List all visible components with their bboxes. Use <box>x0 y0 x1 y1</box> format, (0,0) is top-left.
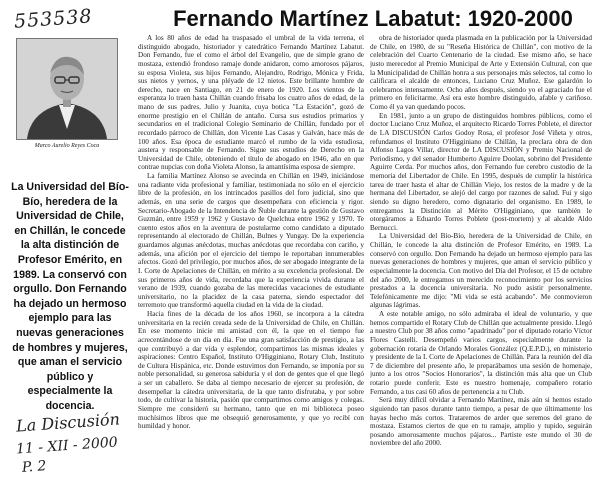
paragraph: La Universidad del Bío-Bío, heredera de la Universidad de Chile, en Chillán, le concede la alta distinción de Profesor Emérito, en 1989. La conservó con orgullo. Don Fernando ha dejado un hermoso ejemplo para las nuevas generaciones de hombres y mujeres, que aman el servicio público y especialmente la docencia. Con motivo del Día del Profesor, el 15 de octubre del año 2000, le entregamos un merecido reconocimiento por los servicios prestados a la docencia universitaria. No pudo asistir personalmente. Telefónicamente me dijo: "Mi vida se está acabando". Me conmovieron algunas lágrimas. <box>370 232 592 310</box>
portrait-photo <box>16 38 118 140</box>
paragraph: En 1981, junto a un grupo de distinguidos hombres públicos, como el doctor Luciano Cruz Muñoz, el arquitecto Ricardo Torres Poblete, el director de LA DISCUSIÓN Carlos Godoy Rosa, el profesor José Viñeta y otros, refundamos el Instituto O'Higginiano de Chillán, la preclara obra de don Alfonso Lagos Villar, director de LA DISCUSIÓN y Premio Nacional de Periodismo, y del senador Humberto Aguirre Doolan, sobrino del Presidente Aguirre Cerda. Por muchos años, don Fernando fue cerebro custodio de la memoria del Libertador de Chile. En 1995, después de cumplir la histórica tarea de traer hasta el altar de Chillán Viejo, los restos de la madre y de la hermana del Libertador, se alejó del cargo por razones de salud. Fui y sigo siendo su digno heredero, como dignatario del organismo. En 1989, le entregamos la Distinción al Mérito O'Higginiano, que también le otorgáramos a Eduardo Torres Poblete (post-mortem) y al alcalde Aldo Bernucci. <box>370 111 592 232</box>
article-title: Fernando Martínez Labatut: 1920-2000 <box>173 6 573 31</box>
paragraph: obra de historiador queda plasmada en la publicación por la Universidad de Chile, en 1980, de su "Reseña Histórica de Chillán", con motivo de la celebración del Cuarto Centenario de la ciudad. Ese mismo año, se hace justo merecedor al Premio Municipal de Arte y Extensión Cultural, con que la Municipalidad de Chillán honra a sus personajes más selectos, tal como lo calificara el alcalde de entonces, Luciano Cruz Muñoz. Ese galardón lo celebramos intensamente. Ocho años después, siendo yo el agraciado fue el primero en felicitarme. Así era este hombre distinguido, afable y cariñoso. Como él ya van quedando pocos. <box>370 34 592 111</box>
handwritten-reference-number: 553538 <box>13 5 94 33</box>
handwritten-source: La Discusión <box>15 409 121 436</box>
paragraph: A este notable amigo, no sólo admiraba el ideal de voluntario, y que hemos compartido el Rotary Club de Chillán que actualmente presido. Llegó a nuestro Club por 38 años como "apadrinado" por el diputado rotario Víctor Flores Castelli. Desempeñó varios cargos, especialmente durante la gobernación rotaria de Orlando Morales González (Q.E.P.D.), en ministerio y presidente de la I. Corte de Apelaciones de Chillán. Para la reunión del día 7 de diciembre del presente año, le preparábamos una sesión de homenaje, junto a los otros "Socios Honorarios", la distinción más alta que un Club rotario puede conferir. Este es nuestro homenaje, compañero rotario Fernando, a tus casi 60 años de pertenencia a tu Club. <box>370 310 592 396</box>
paragraph: Será muy difícil olvidar a Fernando Martínez, más aún si hemos estado siguiendo tan pasos durante tanto tiempo, a pesar de que últimamente los hayas hecho más cortos. Trataremos de arder que seremos del grano de mostaza. Estamos ciertos de que en tu ramaje, amplio y tupido, seguirán posando amorosamente muchos pájaros... Partiste este mundo el 30 de noviembre del año 2000. <box>370 396 592 448</box>
handwritten-date: 11 - XII - 2000 <box>15 434 119 458</box>
handwritten-page: P. 2 <box>21 458 47 476</box>
pull-quote: La Universidad del Bío-Bío, heredera de la Universidad de Chile, en Chillán, le concede la alta distinción de Profesor Emérito, en 1989. La conservó con orgullo. Don Fernando ha dejado un hermoso ejemplo para las nuevas generaciones de hombres y mujeres, que aman el servicio público y especialmente la docencia. <box>11 181 129 412</box>
article-column-2 <box>370 34 592 478</box>
paragraph: Hacia fines de la década de los años 1960, se incorpora a la cátedra universitaria en la recién creada sede de la Universidad de Chile, en Chillán. En ese momento inicie mi amistad con él, la que en el tiempo fue acrecentándose de un día en día. Fue una gran satisfacción de prestigio, a las que contribuyó a dar vida y esplendor, compartimos las mismas ideales y aspiraciones: Centro Español, Instituto O'Higginiano, Rotary Club, Instituto de Cultura Hispánica, etc. Donde estuvimos don Fernando, se imponía por su noble personalidad, su generosa sabiduría y el don de gentes que el que llegó a ser un caballero. Se daba al tiempo necesario de ejercer su profesión, de desempeñar la cátedra universitaria, de la que tanto disfrutaba, y por sobre todo, de cultivar la historia, pasión que compartimos como amigos y colegas. Siempre me consideró su hermano, tanto que en mi biblioteca poseo muchísimos libros que me obsequió generosamente, y que yo recibí con humildad y honor. <box>138 310 364 431</box>
paragraph: La familia Martínez Alonso se avecinda en Chillán en 1949, iniciándose una radiante vida profesional y familiar, testimoniada no sólo en el ejercicio libre de la profesión, en los intrincados pasillos del foro judicial, sino que además, en una serie de cargos que desempeñara con eficiencia y rigor. Secretario-Abogado de la Intendencia de Ñuble durante la gestión de Gustavo Guzmán, entre 1959 y 1962 y Gustavo de Quelchua entre 1962 y 1970. Te cuento estos años en la aventura de postularme como candidato a diputado representando al electorado de Chillán, Bulnes y Yungay. De la experiencia guardamos algunas anécdotas, muchas anécdotas que recordaba con cariño, y además, una afición por el ejercicio del tiempo le reportaban innumerables afectos. Gozó del privilegio, por muchos años, de ser abogado integrante de la I. Corte de Apelaciones de Chillán, en mérito a su excelencia profesional. De sus primeros años de vida, recordaba que la experiencia vivida durante el verano de 1939, cuando gozaba de las merecidas vacaciones de estudiante universitario, no la placidez de la casa paterna, siendo espectador del terremoto que transformó aquella ciudad en la vida de la ciudad. <box>138 172 364 310</box>
paragraph: A los 80 años de edad ha traspasado el umbral de la vida terrena, el distinguido abogado, historiador y catedrático Fernando Martínez Labatut. Don Fernando, fue el como el árbol del Evangelio, que de simple grano de mostaza, extendió frondoso ramaje donde anidaron, como amorosos pájaros, su esposa Violeta, sus hijos Fernando, Alejandro, Rodrigo, Mónica y Frida, sus nietos y yernos, y una pléyade de 12 nietos. Este brillante hombre de derecho, nace en Santiago, en 21 de enero de 1920. Los vientos de la esperanza lo traen hasta Chillán cuando frisaba los cuatro años de edad, de la mano de sus padres, Julio y Juanita, cuya botica "La Estación", gozó de enorme prestigio en el Chillán de antaño. Cursa sus estudios primarios y secundarios en el tradicional Colegio Seminario de Chillán, fundado por el recordado párroco de Chillán, don Vicente Las Casas y Galván, hace más de 100 años. Esa época de estudiante marcó el rumbo de la vida estudiosa, austera y responsable de Fernando. Sigue sus estudios de Derecho en la Universidad de Chile, obteniendo el título de abogado en 1946, año en que contrae nupcias con doña Violeta Alonso, la amantísima esposa de siempre. <box>138 34 364 172</box>
photo-caption: Marco Aurelio Reyes Coca <box>34 143 100 149</box>
article-column-1 <box>138 34 364 478</box>
